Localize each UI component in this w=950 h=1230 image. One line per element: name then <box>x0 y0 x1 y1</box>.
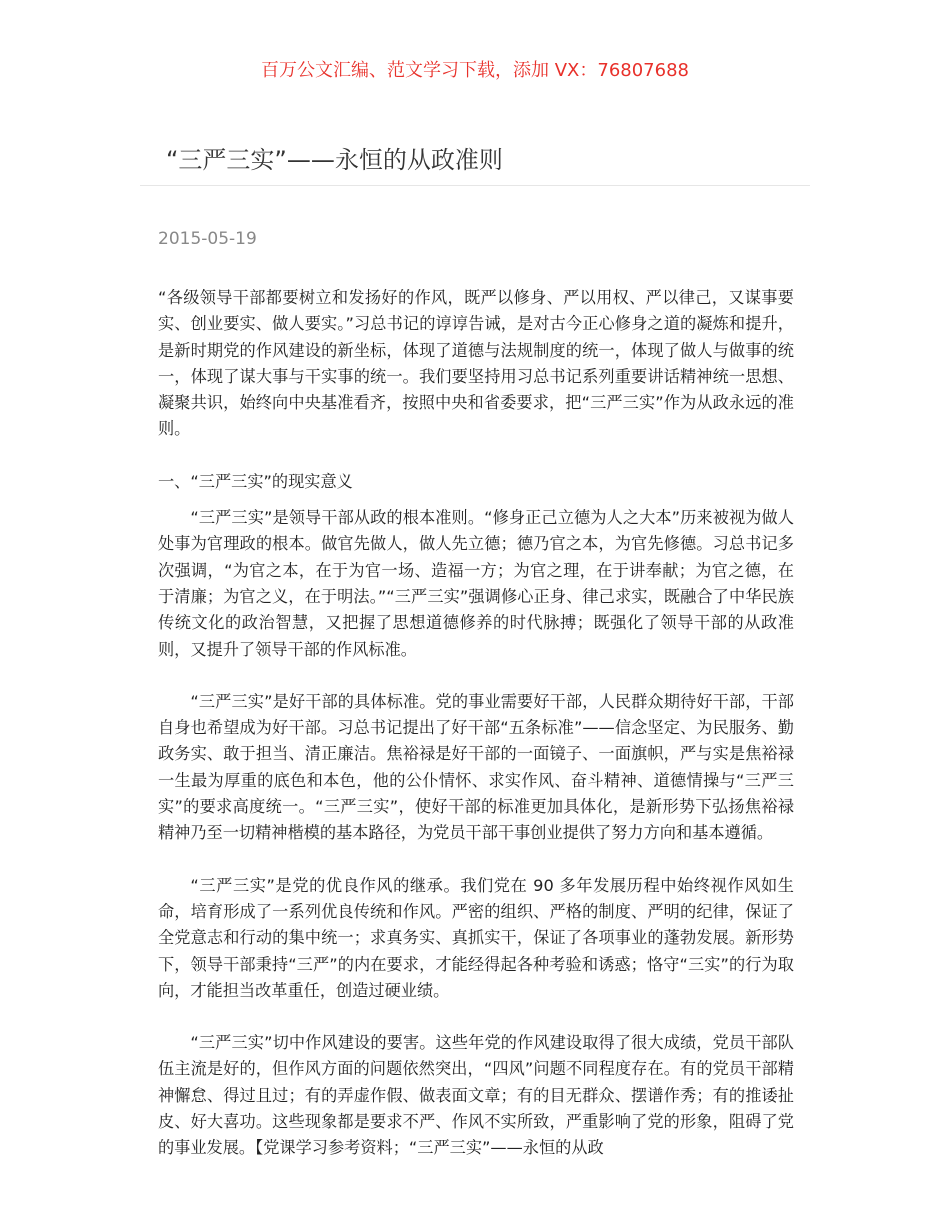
download-banner: 百万公文汇编、范文学习下载，添加 VX：76807688 <box>261 60 689 81</box>
body-paragraph: “三严三实”切中作风建设的要害。这些年党的作风建设取得了很大成绩，党员干部队伍主流是好的，但作风方面的问题依然突出，“四风”问题不同程度存在。有的党员干部精神懈怠、得过且过；有的弄虚作假、做表面文章；有的目无群众、摆谱作秀；有的推诿扯皮、好大喜功。这些现象都是要求不严、作风不实所致，严重影响了党的形象，阻碍了党的事业发展。【党课学习参考资料；“三严三实”——永恒的从政 <box>158 1033 794 1158</box>
body-paragraph: “三严三实”是领导干部从政的根本准则。“修身正己立德为人之大本”历来被视为做人处事为官理政的根本。做官先做人，做人先立德；德乃官之本，为官先修德。习总书记多次强调，“为官之本，在于为官一场、造福一方；为官之理，在于讲奉献；为官之德，在于清廉；为官之义，在于明法。”“三严三实”强调修心正身、律己求实，既融合了中华民族传统文化的政治智慧，又把握了思想道德修养的时代脉搏；既强化了领导干部的从政准则，又提升了领导干部的作风标准。 <box>158 508 794 659</box>
intro-paragraph: “各级领导干部都要树立和发扬好的作风，既严以修身、严以用权、严以律己，又谋事要实、创业要实、做人要实。”习总书记的谆谆告诫，是对古今正心修身之道的凝炼和提升，是新时期党的作风建设的新坐标，体现了道德与法规制度的统一，体现了做人与做事的统一，体现了谋大事与干实事的统一。我们要坚持用习总书记系列重要讲话精神统一思想、凝聚共识，始终向中央基准看齐，按照中央和省委要求，把“三严三实”作为从政永远的准则。 <box>158 288 794 439</box>
body-paragraph: “三严三实”是好干部的具体标准。党的事业需要好干部，人民群众期待好干部，干部自身也希望成为好干部。习总书记提出了好干部“五条标准”——信念坚定、为民服务、勤政务实、敢于担当、清正廉洁。焦裕禄是好干部的一面镜子、一面旗帜，严与实是焦裕禄一生最为厚重的底色和本色，他的公仆情怀、求实作风、奋斗精神、道德情操与“三严三实”的要求高度统一。“三严三实”，使好干部的标准更加具体化，是新形势下弘扬焦裕禄精神乃至一切精神楷模的基本路径，为党员干部干事创业提供了努力方向和基本遵循。 <box>158 691 794 843</box>
section-heading: 一、“三严三实”的现实意义 <box>158 471 353 491</box>
article-body <box>158 285 794 1188</box>
article-date: 2015-05-19 <box>158 229 257 249</box>
article-title: “三严三实”——永恒的从政准则 <box>166 146 503 174</box>
title-divider <box>140 185 810 186</box>
body-paragraph: “三严三实”是党的优良作风的继承。我们党在 90 多年发展历程中始终视作风如生命，培育形成了一系列优良传统和作风。严密的组织、严格的制度、严明的纪律，保证了全党意志和行动的集中统一；求真务实、真抓实干，保证了各项事业的蓬勃发展。新形势下，领导干部秉持“三严”的内在要求，才能经得起各种考验和诱惑；恪守“三实”的行为取向，才能担当改革重任，创造过硬业绩。 <box>158 875 794 1000</box>
